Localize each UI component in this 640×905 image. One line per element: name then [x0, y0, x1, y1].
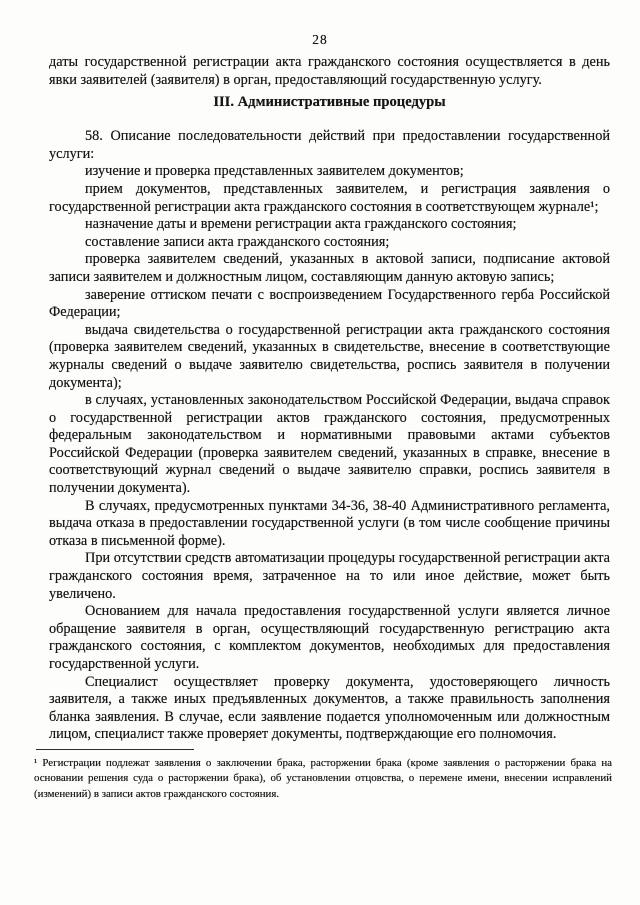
- document-body: [34, 54, 612, 802]
- page-number: 28: [312, 32, 328, 47]
- paragraph: 58. Описание последовательности действий при предоставлении государственной услуги:: [49, 128, 610, 162]
- paragraph: При отсутствии средств автоматизации процедуры государственной регистрации акта гражданского состояния время, затраченное на то или иное действие, может быть увеличено.: [49, 550, 610, 602]
- paragraph: выдача свидетельства о государственной регистрации акта гражданского состояния (проверка заявителем сведений, указанных в свидетельстве, внесение в соответствующие журналы сведений о выдаче заявителю свидетельства, роспись заявителя в получении документа);: [49, 321, 610, 391]
- paragraph: прием документов, представленных заявителем, и регистрация заявления о государственной регистрации акта гражданского состояния в соответствующем журнале¹;: [49, 180, 610, 215]
- section-heading: III. Административные процедуры: [213, 94, 446, 111]
- paragraph: В случаях, предусмотренных пунктами 34-36, 38-40 Административного регламента, выдача отказа в предоставлении государственной услуги (в том числе сообщение причины отказа в письменной форме).: [49, 497, 610, 549]
- paragraph: Основанием для начала предоставления государственной услуги является личное обращение заявителя в орган, осуществляющий государственную регистрацию акта гражданского состояния, с комплектом документов, необходимых для предоставления государственной услуги.: [49, 603, 610, 672]
- footnote-text: ¹ Регистрации подлежат заявления о заключении брака, расторжении брака (кроме заявления о расторжении брака на основании решения суда о расторжении брака), об установлении отцовства, о перемене имени, внесении исправлений (изменений) в записи актов гражданского состояния.: [34, 756, 612, 800]
- paragraph: в случаях, установленных законодательством Российской Федерации, выдача справок о государственной регистрации актов гражданского состояния, предусмотренных федеральным законодательством и нормативными правовыми актами субъектов Российской Федерации (проверка заявителем сведений, указанных в справке, внесение в соответствующий журнал сведений о выдаче заявителю справки, роспись заявителя в получении документа).: [49, 392, 610, 497]
- footnote-section: [34, 749, 612, 802]
- paragraph: заверение оттиском печати с воспроизведением Государственного герба Российской Федерации;: [49, 286, 610, 321]
- paragraph-intro: даты государственной регистрации акта гражданского состояния осуществляется в день явки заявителей (заявителя) в орган, предоставляющий государственную услугу.: [49, 54, 610, 88]
- paragraph: Специалист осуществляет проверку документа, удостоверяющего личность заявителя, а также иных предъявленных документов, а также правильность заполнения бланка заявления. В случае, если заявление подается уполномоченным или должностным лицом, специалист также проверяет документы, подтверждающие его полномочия.: [49, 673, 610, 743]
- paragraph: изучение и проверка представленных заявителем документов;: [85, 163, 464, 180]
- paragraph: проверка заявителем сведений, указанных в актовой записи, подписание актовой записи заявителем и должностным лицом, составляющим данную актовую запись;: [49, 251, 610, 285]
- paragraph: составление записи акта гражданского состояния;: [85, 233, 390, 250]
- footnote-divider: [36, 749, 194, 750]
- paragraph: назначение даты и времени регистрации акта гражданского состояния;: [85, 216, 517, 233]
